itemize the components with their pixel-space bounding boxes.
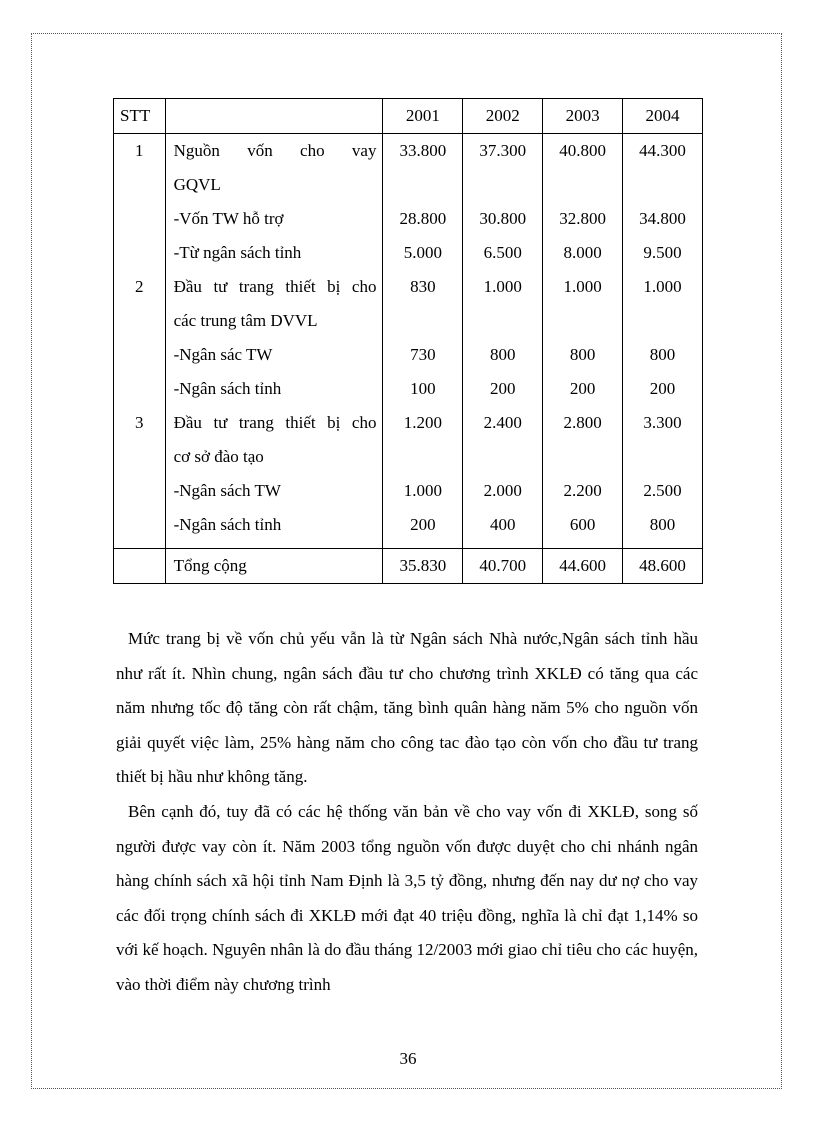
cell-stt xyxy=(114,202,166,236)
header-2001: 2001 xyxy=(383,99,463,134)
cell-2003 xyxy=(543,440,623,474)
cell-2002: 800 xyxy=(463,338,543,372)
cell-2001 xyxy=(383,168,463,202)
cell-2001: 1.200 xyxy=(383,406,463,440)
cell-stt: 2 xyxy=(114,270,166,304)
table-row xyxy=(114,372,703,406)
table-row xyxy=(114,440,703,474)
cell-2002: 30.800 xyxy=(463,202,543,236)
cell-2004: 1.000 xyxy=(623,270,703,304)
cell-2003 xyxy=(543,168,623,202)
cell-stt xyxy=(114,508,166,549)
cell-stt xyxy=(114,236,166,270)
cell-2003: 32.800 xyxy=(543,202,623,236)
cell-2002: 37.300 xyxy=(463,134,543,169)
total-2003: 44.600 xyxy=(543,549,623,584)
table-row xyxy=(114,134,703,169)
table-body xyxy=(114,134,703,549)
cell-2001: 200 xyxy=(383,508,463,549)
cell-2004 xyxy=(623,168,703,202)
cell-item: -Từ ngân sách tỉnh xyxy=(165,236,383,270)
page-number: 36 xyxy=(399,1049,417,1068)
cell-2002: 6.500 xyxy=(463,236,543,270)
total-stt xyxy=(114,549,166,584)
cell-item: -Vốn TW hỗ trợ xyxy=(165,202,383,236)
cell-2002: 400 xyxy=(463,508,543,549)
cell-2003: 800 xyxy=(543,338,623,372)
cell-item: -Ngân sách TW xyxy=(165,474,383,508)
cell-2003: 8.000 xyxy=(543,236,623,270)
cell-2002: 1.000 xyxy=(463,270,543,304)
total-2002: 40.700 xyxy=(463,549,543,584)
cell-2003 xyxy=(543,304,623,338)
cell-item: cơ sở đào tạo xyxy=(165,440,383,474)
cell-stt xyxy=(114,168,166,202)
cell-2001: 100 xyxy=(383,372,463,406)
cell-item: GQVL xyxy=(165,168,383,202)
cell-2001: 1.000 xyxy=(383,474,463,508)
cell-item-text: Đầu tư trang thiết bị cho xyxy=(173,413,377,432)
budget-table xyxy=(113,98,703,584)
cell-item: -Ngân sách tỉnh xyxy=(165,372,383,406)
table-row xyxy=(114,406,703,440)
cell-item xyxy=(165,406,383,440)
header-2004: 2004 xyxy=(623,99,703,134)
cell-2004: 800 xyxy=(623,508,703,549)
table-row xyxy=(114,236,703,270)
cell-2003: 2.200 xyxy=(543,474,623,508)
cell-2004: 9.500 xyxy=(623,236,703,270)
cell-stt xyxy=(114,474,166,508)
cell-2003: 40.800 xyxy=(543,134,623,169)
cell-stt xyxy=(114,372,166,406)
cell-2003: 200 xyxy=(543,372,623,406)
cell-2003: 600 xyxy=(543,508,623,549)
header-item xyxy=(165,99,383,134)
cell-2002 xyxy=(463,168,543,202)
cell-item-text: Nguồn vốn cho vay xyxy=(173,141,377,160)
cell-2002 xyxy=(463,440,543,474)
cell-2002: 2.000 xyxy=(463,474,543,508)
cell-2004: 34.800 xyxy=(623,202,703,236)
total-row xyxy=(114,549,703,584)
cell-item xyxy=(165,270,383,304)
total-2004: 48.600 xyxy=(623,549,703,584)
header-2002: 2002 xyxy=(463,99,543,134)
paragraph: Bên cạnh đó, tuy đã có các hệ thống văn bản về cho vay vốn đi XKLĐ, song số người được vay còn ít. Năm 2003 tổng nguồn vốn được duyệt cho chi nhánh ngân hàng chính sách xã hội tỉnh Nam Định là 3,5 tỷ đồng, nhưng đến nay dư nợ cho vay các đối trọng chính sách đi XKLĐ mới đạt 40 triệu đồng, nghĩa là chỉ đạt 1,14% so với kế hoạch. Nguyên nhân là do đầu tháng 12/2003 mới giao chỉ tiêu cho các huyện, vào thời điểm này chương trình xyxy=(116,801,698,994)
cell-item: -Ngân sác TW xyxy=(165,338,383,372)
cell-stt: 3 xyxy=(114,406,166,440)
cell-item: -Ngân sách tỉnh xyxy=(165,508,383,549)
cell-2004: 2.500 xyxy=(623,474,703,508)
table-row xyxy=(114,168,703,202)
paragraph: Mức trang bị về vốn chủ yếu vẫn là từ Ngân sách Nhà nước,Ngân sách tỉnh hầu như rất ít. Nhìn chung, ngân sách đầu tư cho chương trình XKLĐ có tăng qua các năm nhưng tốc độ tăng còn rất chậm, tăng bình quân hàng năm 5% cho nguồn vốn giải quyết việc làm, 25% hàng năm cho công tac đào tạo còn vốn cho đầu tư trang thiết bị hầu như không tăng. xyxy=(116,629,698,787)
cell-2001 xyxy=(383,304,463,338)
body-text xyxy=(116,622,698,1003)
cell-2003: 1.000 xyxy=(543,270,623,304)
cell-2002: 200 xyxy=(463,372,543,406)
cell-2004 xyxy=(623,304,703,338)
cell-stt xyxy=(114,440,166,474)
cell-2004: 3.300 xyxy=(623,406,703,440)
cell-2001 xyxy=(383,440,463,474)
cell-2003: 2.800 xyxy=(543,406,623,440)
cell-2004: 200 xyxy=(623,372,703,406)
cell-2001: 730 xyxy=(383,338,463,372)
cell-item: các trung tâm DVVL xyxy=(165,304,383,338)
cell-item-text: Đầu tư trang thiết bị cho xyxy=(173,277,377,296)
header-2003: 2003 xyxy=(543,99,623,134)
table-row xyxy=(114,338,703,372)
cell-2001: 5.000 xyxy=(383,236,463,270)
table-row xyxy=(114,202,703,236)
total-2001: 35.830 xyxy=(383,549,463,584)
table-row xyxy=(114,474,703,508)
cell-2001: 830 xyxy=(383,270,463,304)
header-stt: STT xyxy=(114,99,166,134)
table-row xyxy=(114,270,703,304)
cell-stt xyxy=(114,304,166,338)
cell-item xyxy=(165,134,383,169)
cell-2001: 33.800 xyxy=(383,134,463,169)
cell-2004 xyxy=(623,440,703,474)
cell-2001: 28.800 xyxy=(383,202,463,236)
cell-2004: 44.300 xyxy=(623,134,703,169)
total-label: Tổng cộng xyxy=(165,549,383,584)
table-header-row xyxy=(114,99,703,134)
cell-2002: 2.400 xyxy=(463,406,543,440)
cell-stt xyxy=(114,338,166,372)
cell-stt: 1 xyxy=(114,134,166,169)
table-row xyxy=(114,304,703,338)
cell-2002 xyxy=(463,304,543,338)
cell-2004: 800 xyxy=(623,338,703,372)
table-row xyxy=(114,508,703,549)
